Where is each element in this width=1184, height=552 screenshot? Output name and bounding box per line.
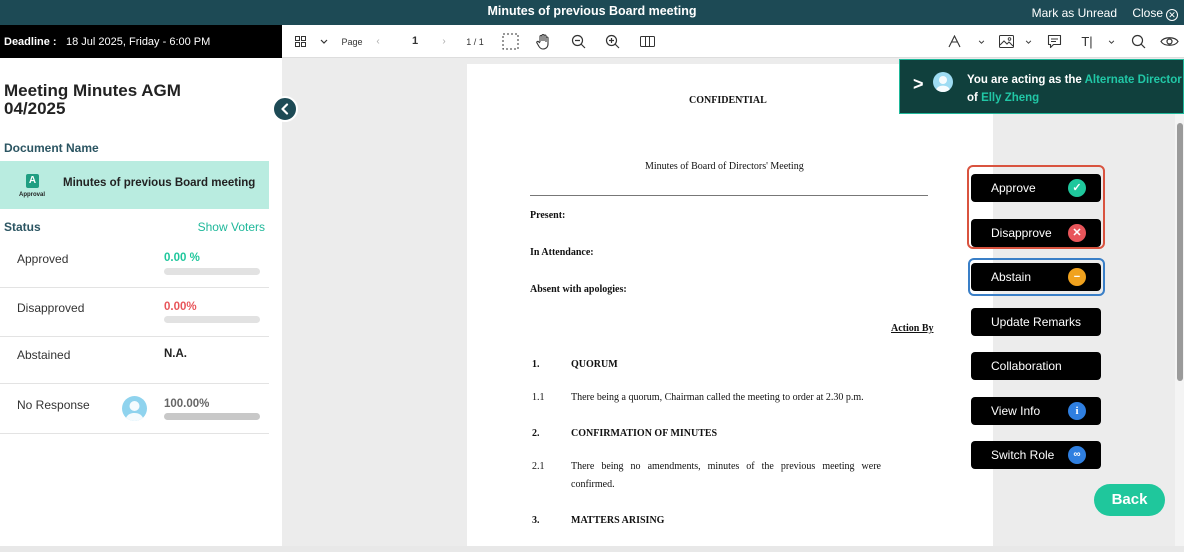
prev-page-icon[interactable]: ‹ xyxy=(376,36,380,47)
hand-tool-icon[interactable] xyxy=(533,25,553,58)
paragraph-number: 1.1 xyxy=(532,392,545,403)
view-icon[interactable] xyxy=(1158,25,1180,58)
status-label: Status xyxy=(4,220,41,234)
section-title: QUORUM xyxy=(571,359,618,370)
show-voters-link[interactable]: Show Voters xyxy=(197,220,265,234)
absent-label: Absent with apologies: xyxy=(530,284,627,295)
abstain-label: Abstain xyxy=(991,270,1032,284)
pen-tool-icon[interactable] xyxy=(946,25,962,58)
status-row-value: 0.00% xyxy=(164,301,197,313)
avatar[interactable] xyxy=(122,396,147,421)
progress-bar xyxy=(164,316,260,323)
collapse-panel-button[interactable] xyxy=(272,96,298,122)
confidential-heading: CONFIDENTIAL xyxy=(689,95,767,106)
approval-type-label: Approval xyxy=(19,192,46,198)
comment-icon[interactable] xyxy=(1044,25,1064,58)
horizontal-scrollbar[interactable] xyxy=(0,546,1184,552)
chevron-left-icon xyxy=(280,103,290,115)
page-label: Page xyxy=(341,36,363,47)
present-label: Present: xyxy=(530,210,566,221)
paragraph-number: 2.1 xyxy=(532,461,545,472)
deadline-bar xyxy=(0,25,282,58)
page-number-input[interactable]: 1 xyxy=(411,35,419,47)
status-row-disapproved xyxy=(0,288,269,337)
section-number: 3. xyxy=(532,515,540,526)
page-total: 1 / 1 xyxy=(466,36,484,47)
section-number: 2. xyxy=(532,428,540,439)
zoom-out-icon[interactable] xyxy=(568,25,588,58)
infinity-icon: ∞ xyxy=(1068,446,1086,464)
status-row-value: N.A. xyxy=(164,348,187,360)
chevron-down-icon[interactable] xyxy=(318,25,330,58)
mark-as-unread-button[interactable]: Mark as Unread xyxy=(1031,6,1117,20)
approve-label: Approve xyxy=(991,181,1036,195)
image-dropdown-icon[interactable] xyxy=(1023,25,1033,58)
paragraph-text: There being no amendments, minutes of the previous meeting were xyxy=(571,461,881,472)
search-icon[interactable] xyxy=(1128,25,1148,58)
pen-dropdown-icon[interactable] xyxy=(976,25,986,58)
action-by-label: Action By xyxy=(891,323,934,334)
zoom-in-icon[interactable] xyxy=(602,25,622,58)
select-area-icon[interactable] xyxy=(500,25,520,58)
view-info-button[interactable] xyxy=(971,397,1101,425)
acting-as-text xyxy=(967,71,1182,107)
acting-person: Elly Zheng xyxy=(981,92,1040,104)
document-item[interactable] xyxy=(0,161,269,209)
meeting-title: Meeting Minutes AGM 04/2025 xyxy=(4,81,181,118)
back-button[interactable]: Back xyxy=(1094,484,1165,516)
thumbnails-icon[interactable] xyxy=(292,25,308,58)
switch-role-button[interactable] xyxy=(971,441,1101,469)
vertical-scrollbar[interactable] xyxy=(1175,113,1184,552)
text-tool-icon[interactable]: T| xyxy=(1081,34,1093,49)
title-bar xyxy=(0,0,1184,25)
acting-of: of xyxy=(967,92,982,104)
paragraph-text: There being a quorum, Chairman called the meeting to order at 2.30 p.m. xyxy=(571,392,864,403)
paragraph-text: confirmed. xyxy=(571,479,615,490)
status-row-label: No Response xyxy=(17,398,90,412)
scrollbar-thumb[interactable] xyxy=(1177,123,1183,381)
deadline-label: Deadline : xyxy=(4,36,57,48)
collaboration-label: Collaboration xyxy=(991,359,1062,373)
window-title: Minutes of previous Board meeting xyxy=(487,4,697,18)
status-row-value: 0.00 % xyxy=(164,252,200,264)
progress-bar xyxy=(164,268,260,275)
left-panel xyxy=(0,58,282,552)
section-title: MATTERS ARISING xyxy=(571,515,665,526)
close-button[interactable] xyxy=(1132,6,1178,21)
section-title: CONFIRMATION OF MINUTES xyxy=(571,428,718,439)
status-row-value: 100.00% xyxy=(164,398,210,410)
attendance-label: In Attendance: xyxy=(530,247,594,258)
document-page xyxy=(467,64,993,552)
pdf-toolbar xyxy=(282,25,1184,58)
minus-icon: − xyxy=(1068,268,1086,286)
status-row-approved xyxy=(0,239,269,288)
page-layout-icon[interactable] xyxy=(637,25,657,58)
acting-as-banner xyxy=(899,59,1184,114)
acting-role: Alternate Director xyxy=(1084,74,1182,86)
update-remarks-button[interactable] xyxy=(971,308,1101,336)
document-name: Minutes of previous Board meeting xyxy=(63,177,256,189)
status-row-abstained xyxy=(0,337,269,384)
status-row-label: Approved xyxy=(17,252,69,266)
status-row-label: Disapproved xyxy=(17,301,85,315)
disapprove-label: Disapprove xyxy=(991,226,1052,240)
close-label: Close xyxy=(1132,6,1163,20)
progress-fill xyxy=(164,413,260,420)
check-icon: ✓ xyxy=(1068,179,1086,197)
image-tool-icon[interactable] xyxy=(996,25,1016,58)
view-info-label: View Info xyxy=(991,404,1041,418)
deadline-value: 18 Jul 2025, Friday - 6:00 PM xyxy=(66,36,211,48)
status-row-label: Abstained xyxy=(17,348,71,362)
section-number: 1. xyxy=(532,359,540,370)
divider xyxy=(530,195,928,196)
acting-prefix: You are acting as the xyxy=(967,74,1085,86)
switch-role-label: Switch Role xyxy=(991,448,1055,462)
disapprove-button[interactable] xyxy=(971,219,1101,247)
close-icon: ✕ xyxy=(1166,9,1178,21)
progress-bar xyxy=(164,413,260,420)
minutes-heading: Minutes of Board of Directors' Meeting xyxy=(645,161,804,172)
approval-icon: A xyxy=(26,174,39,188)
next-page-icon[interactable]: › xyxy=(442,36,446,47)
collaboration-button[interactable] xyxy=(971,352,1101,380)
text-dropdown-icon[interactable] xyxy=(1106,25,1116,58)
document-name-label: Document Name xyxy=(4,141,99,155)
abstain-button[interactable] xyxy=(971,263,1101,291)
info-icon: i xyxy=(1068,402,1086,420)
avatar xyxy=(933,72,953,92)
approve-button[interactable] xyxy=(971,174,1101,202)
chevron-right-icon[interactable]: > xyxy=(913,74,924,94)
status-row-no-response xyxy=(0,384,269,434)
cross-icon: ✕ xyxy=(1068,224,1086,242)
update-remarks-label: Update Remarks xyxy=(991,315,1082,329)
